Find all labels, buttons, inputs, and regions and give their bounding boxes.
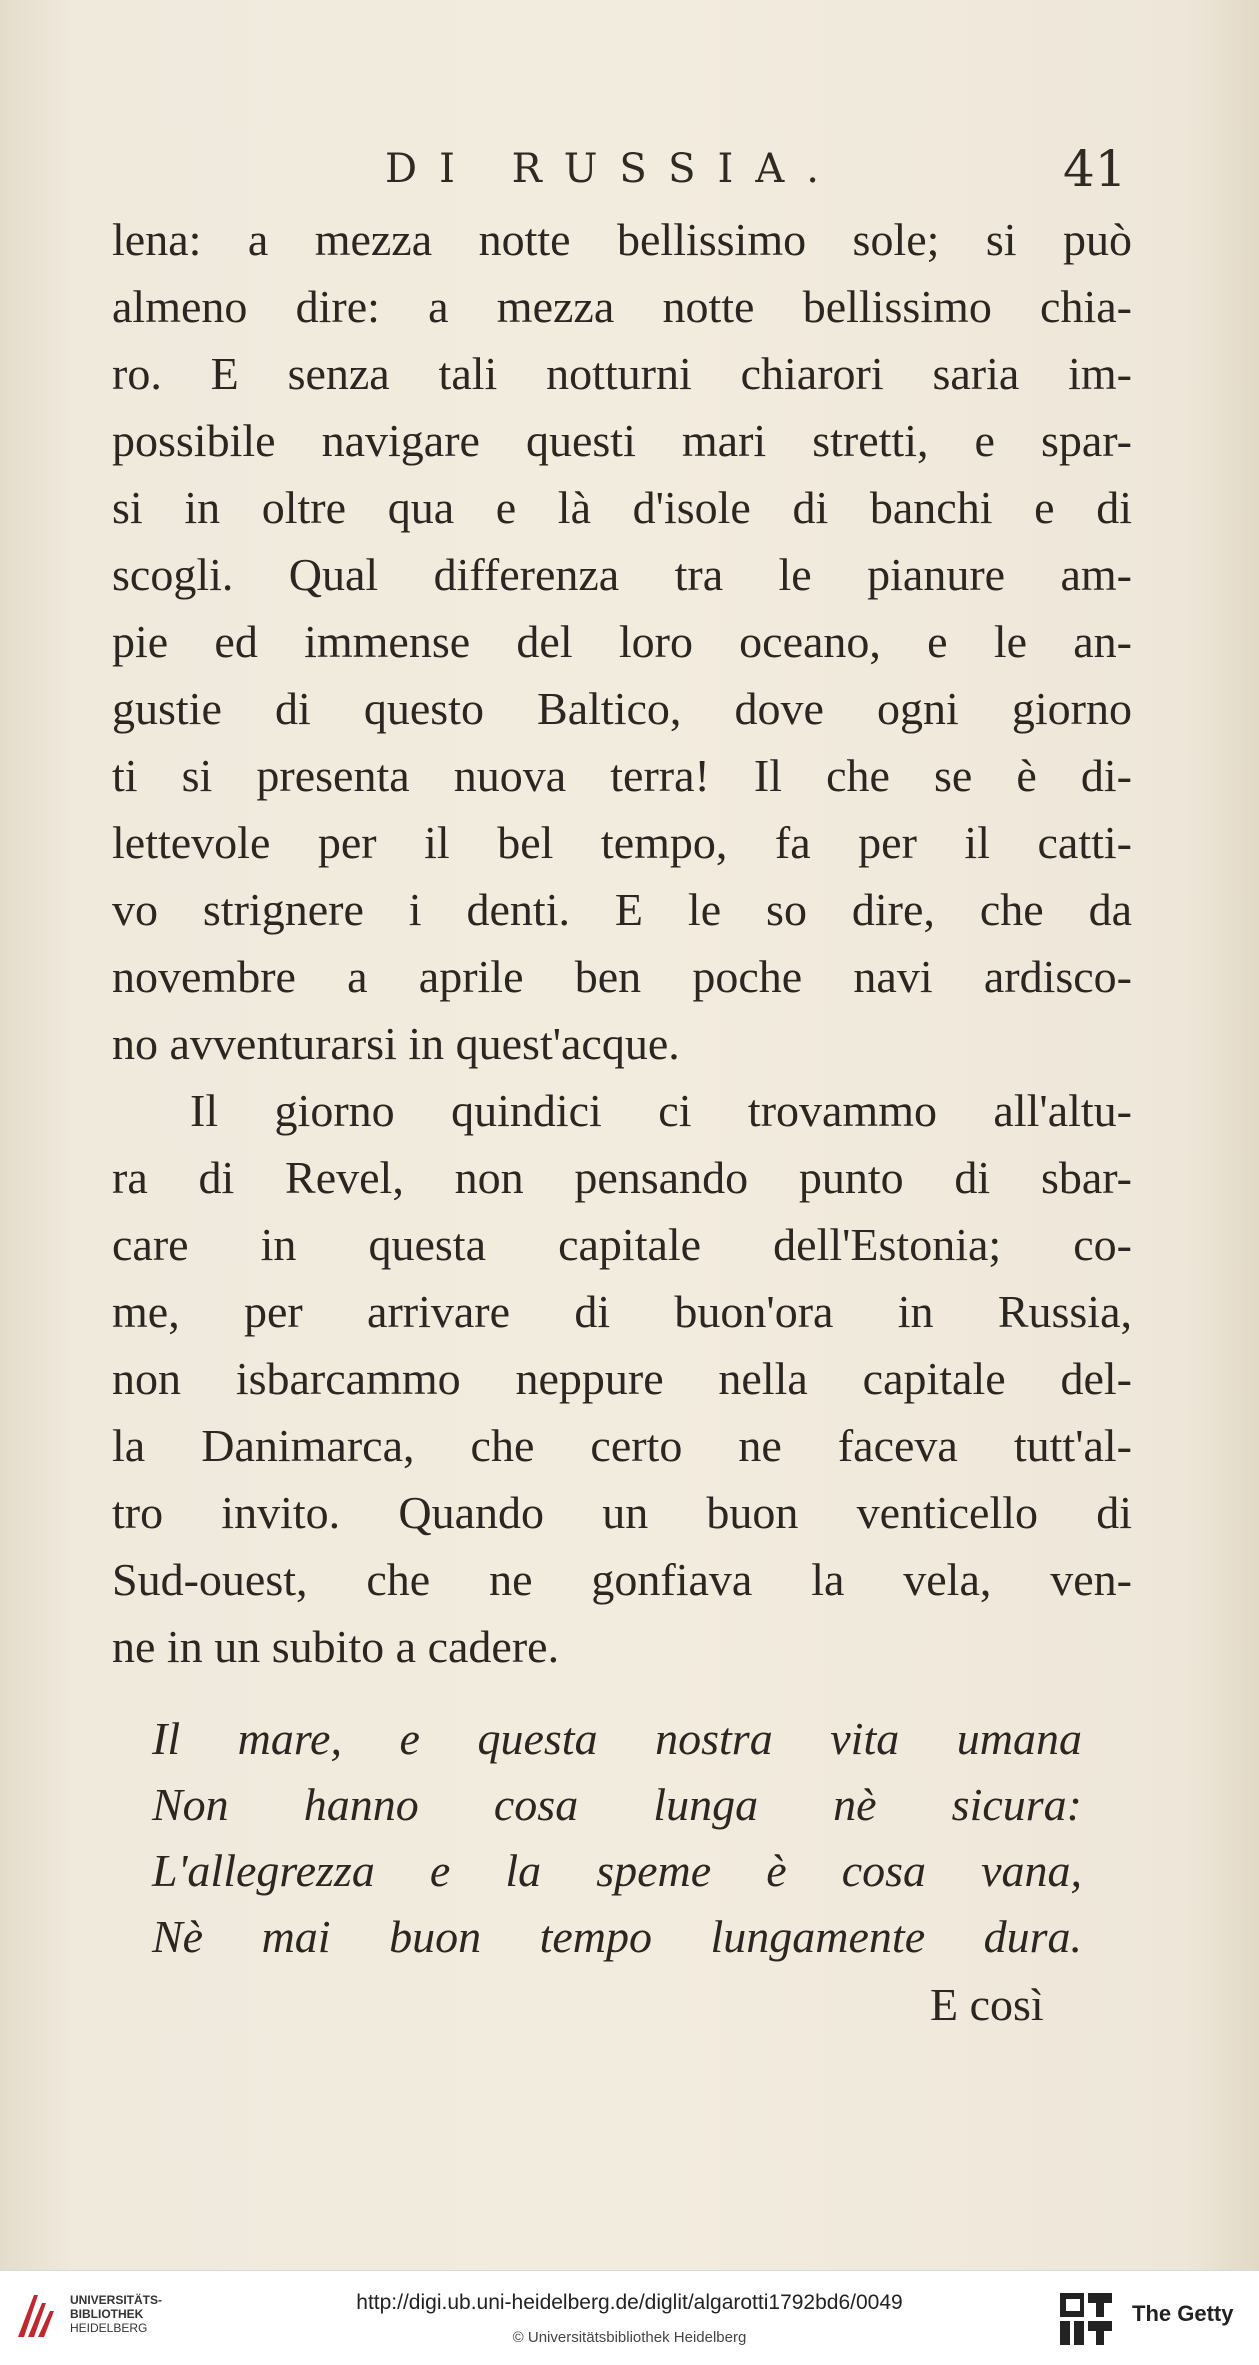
- partner-name: The Getty: [1132, 2301, 1234, 2326]
- text-line: no avventurarsi in quest'acque.: [112, 1018, 680, 1069]
- catchword: E così: [930, 1979, 1044, 2030]
- text-line: novembre a aprile ben poche navi ardisco-: [112, 951, 1132, 1002]
- verse-line: L'allegrezza e la speme è cosa vana,: [152, 1845, 1082, 1896]
- verse-line: Nè mai buon tempo lungamente dura.: [152, 1911, 1082, 1962]
- running-head: DI RUSSIA.: [385, 146, 841, 192]
- page-header: [0, 140, 1259, 200]
- text-line: possibile navigare questi mari stretti, e spar-: [112, 415, 1132, 466]
- text-line: scogli. Qual differenza tra le pianure am-: [112, 549, 1132, 600]
- text-line: almeno dire: a mezza notte bellissimo chia-: [112, 281, 1132, 332]
- text-line: ro. E senza tali notturni chiarori saria im-: [112, 348, 1132, 399]
- text-line: la Danimarca, che certo ne faceva tutt'al-: [112, 1420, 1132, 1471]
- page-number: 41: [1063, 140, 1127, 198]
- library-name-line: UNIVERSITÄTS-: [70, 2293, 163, 2307]
- text-line: ra di Revel, non pensando punto di sbar-: [112, 1152, 1132, 1203]
- library-name-line: BIBLIOTHEK: [70, 2307, 144, 2321]
- verse-line: Non hanno cosa lunga nè sicura:: [152, 1779, 1082, 1830]
- permalink-url[interactable]: http://digi.ub.uni-heidelberg.de/diglit/algarotti1792bd6/0049: [356, 2291, 903, 2314]
- text-line: vo strignere i denti. E le so dire, che da: [112, 884, 1132, 935]
- text-line: ti si presenta nuova terra! Il che se è di-: [112, 750, 1132, 801]
- text-line: non isbarcammo neppure nella capitale del-: [112, 1353, 1132, 1404]
- text-line: gustie di questo Baltico, dove ogni giorno: [112, 683, 1132, 734]
- text-line: tro invito. Quando un buon venticello di: [112, 1487, 1132, 1538]
- text-line: lena: a mezza notte bellissimo sole; si può: [112, 214, 1132, 265]
- verse-line: Il mare, e questa nostra vita umana: [152, 1713, 1082, 1764]
- text-line: si in oltre qua e là d'isole di banchi e di: [112, 482, 1132, 533]
- text-line: ne in un subito a cadere.: [112, 1621, 560, 1672]
- body-text: [112, 206, 1132, 1680]
- verse-block: [152, 1706, 1082, 1970]
- copyright-notice: © Universitätsbibliothek Heidelberg: [512, 2329, 747, 2346]
- text-line: me, per arrivare di buon'ora in Russia,: [112, 1286, 1132, 1337]
- text-line: lettevole per il bel tempo, fa per il catti-: [112, 817, 1132, 868]
- getty-logo-icon: [1058, 2291, 1114, 2347]
- library-name-line: HEIDELBERG: [70, 2321, 148, 2335]
- footer-bar: [0, 2270, 1259, 2365]
- text-line: Sud-ouest, che ne gonfiava la vela, ven-: [112, 1554, 1132, 1605]
- text-line: Il giorno quindici ci trovammo all'altu-: [190, 1085, 1132, 1136]
- text-line: care in questa capitale dell'Estonia; co-: [112, 1219, 1132, 1270]
- text-line: pie ed immense del loro oceano, e le an-: [112, 616, 1132, 667]
